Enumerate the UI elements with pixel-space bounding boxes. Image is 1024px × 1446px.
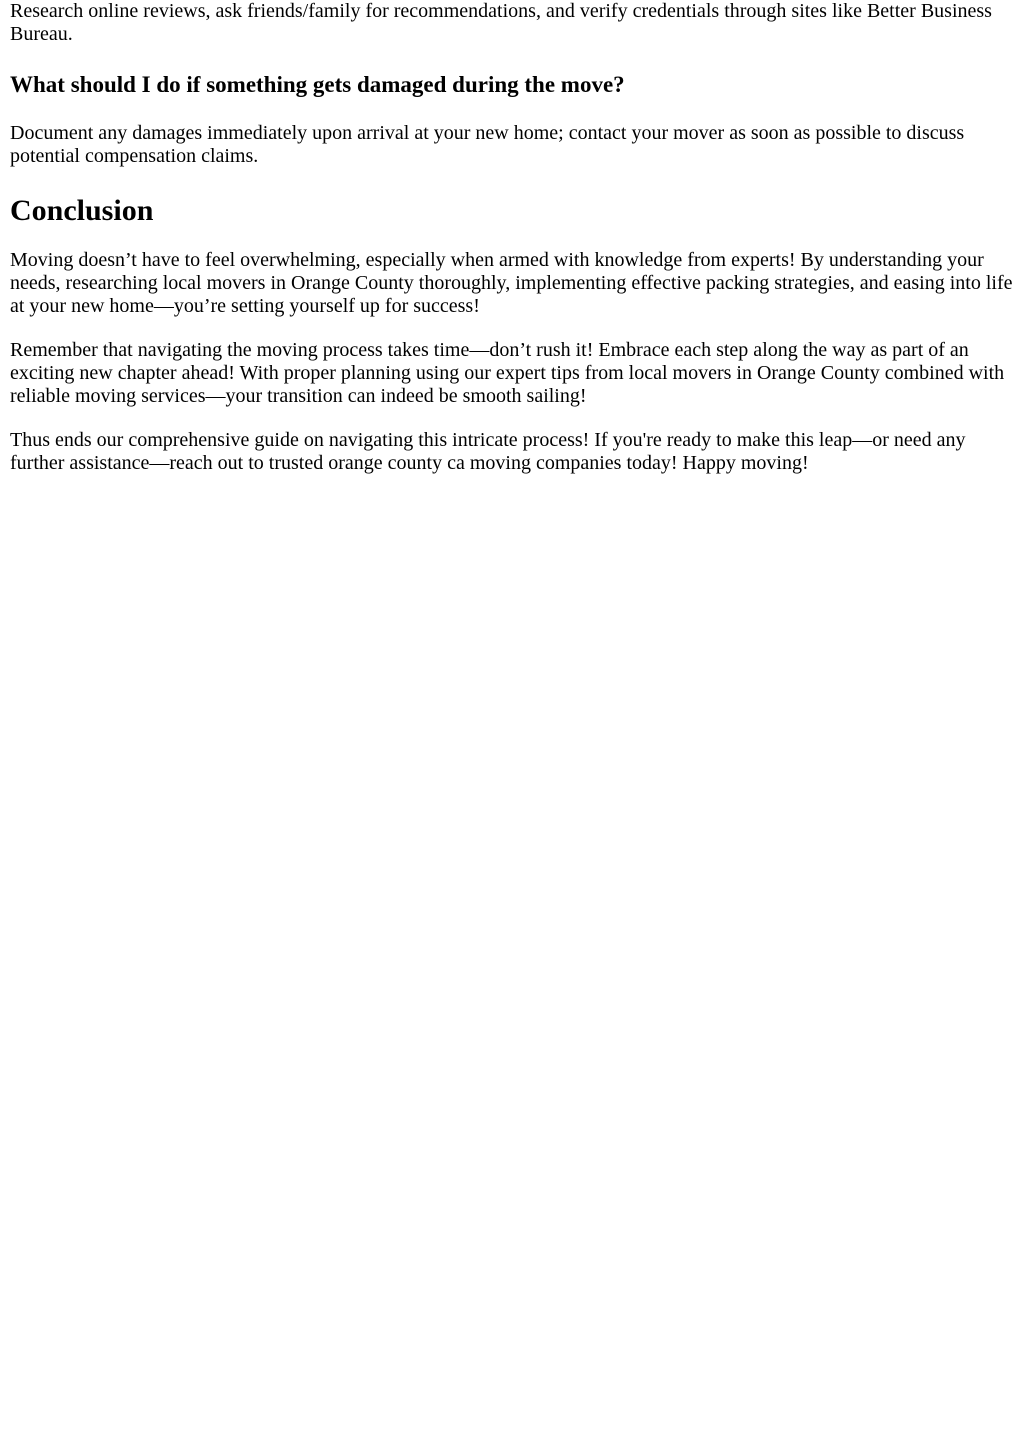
faq-question-damage: What should I do if something gets damaged during the move? — [10, 72, 625, 97]
faq-answer-research: Research online reviews, ask friends/family for recommendations, and verify credentials through sites like Better Business Bureau. — [10, 0, 992, 45]
conclusion-paragraph-2: Remember that navigating the moving process takes time—don’t rush it! Embrace each step along the way as part of an exciting new chapter ahead! With proper planning using our expert tips from local movers in Orange County combined with reliable moving services—your transition can indeed be smooth sailing! — [10, 339, 1005, 407]
article-content — [0, 0, 1024, 475]
conclusion-paragraph-3: Thus ends our comprehensive guide on navigating this intricate process! If you're ready to make this leap—or need any further assistance—reach out to trusted orange county ca moving companies today! Happy moving! — [10, 429, 966, 474]
faq-answer-damage: Document any damages immediately upon arrival at your new home; contact your mover as soon as possible to discuss potential compensation claims. — [10, 122, 965, 167]
conclusion-paragraph-1: Moving doesn’t have to feel overwhelming, especially when armed with knowledge from experts! By understanding your needs, researching local movers in Orange County thoroughly, implementing effective packing strategies, and easing into life at your new home—you’re setting yourself up for success! — [10, 249, 1013, 317]
conclusion-heading: Conclusion — [10, 194, 154, 227]
